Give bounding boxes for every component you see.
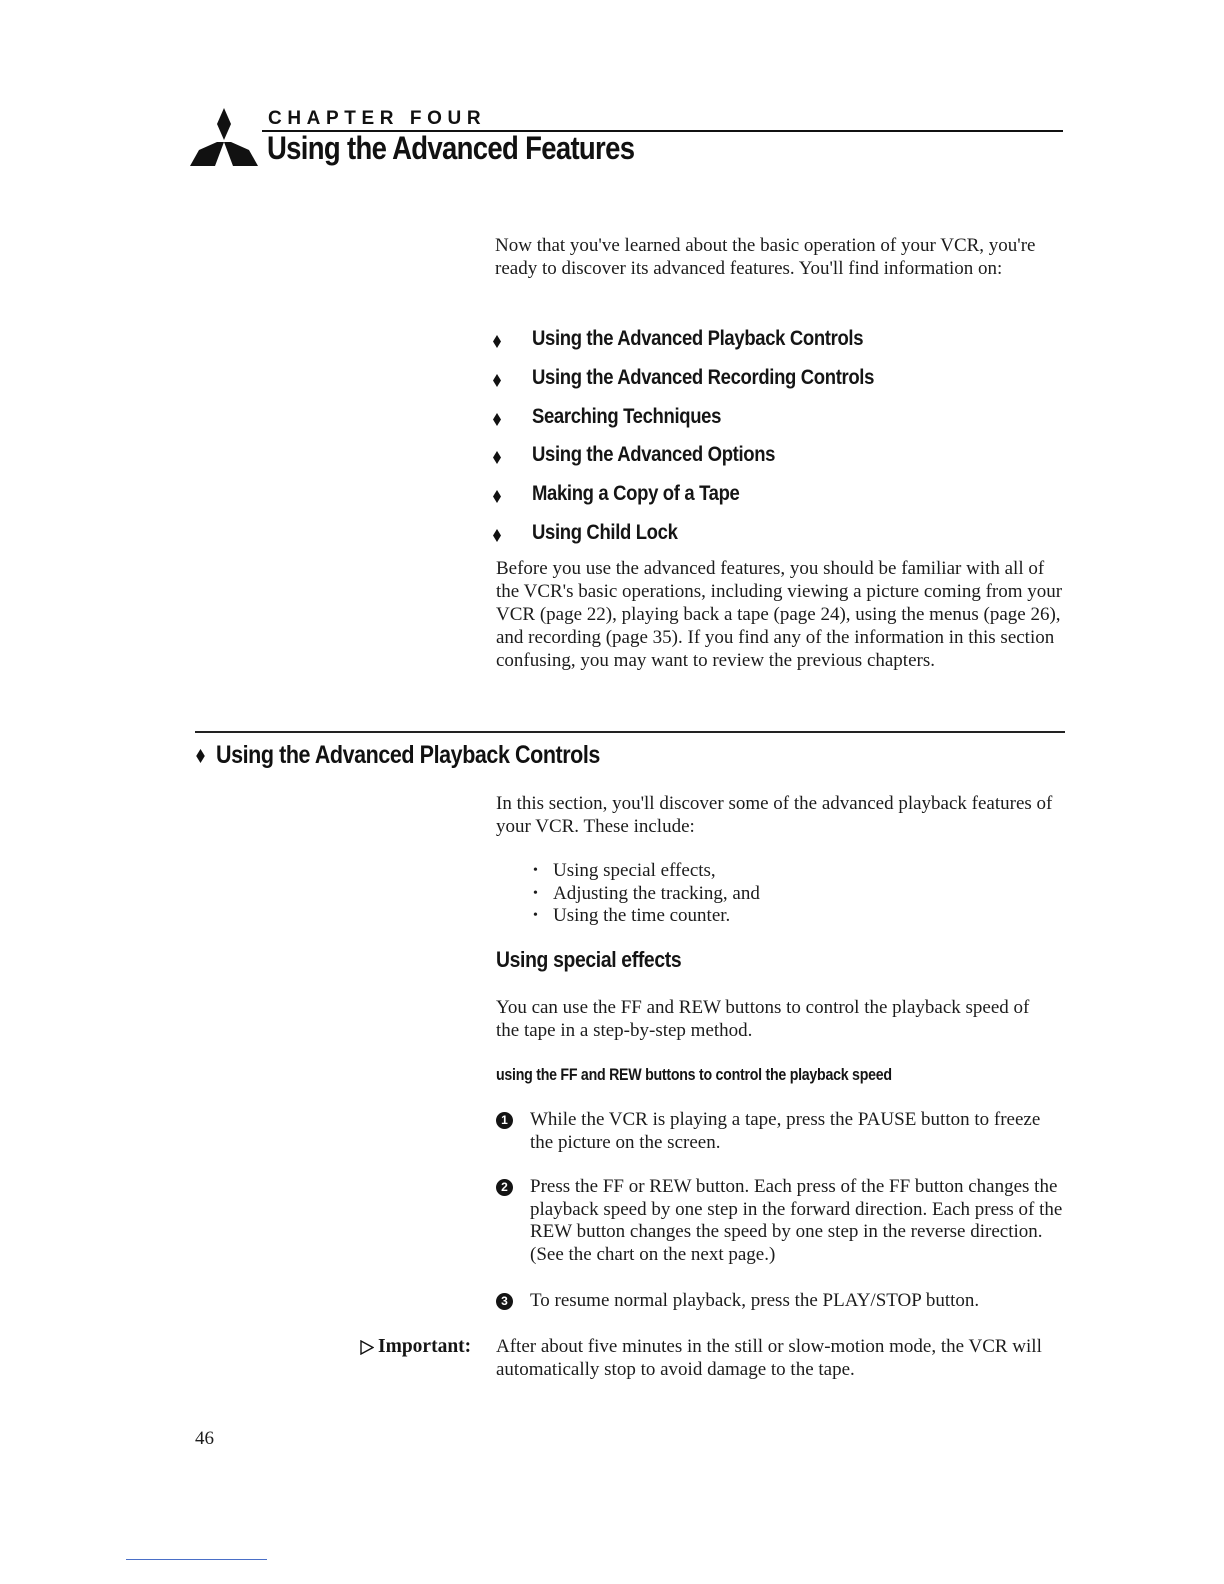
topic-text: Searching Techniques [532, 403, 722, 428]
step-text: While the VCR is playing a tape, press the PAUSE button to freeze the picture on the screen. [530, 1109, 1041, 1153]
section-heading-text: Using the Advanced Playback Controls [216, 741, 600, 769]
list-item-text: Using the time counter. [553, 905, 731, 926]
diamond-bullet-icon [493, 374, 501, 387]
diamond-bullet-icon [493, 451, 501, 464]
topic-item [490, 481, 930, 520]
bullet-dot-icon: • [533, 908, 538, 923]
intro-paragraph: Now that you've learned about the basic operation of your VCR, you're ready to discover its advanced features. You'll find information on: [495, 235, 1036, 279]
section-rule [195, 731, 1065, 733]
mitsubishi-diamond-logo-icon [190, 108, 258, 170]
important-label-text: Important: [378, 1336, 472, 1357]
step-number-badge: 2 [496, 1179, 513, 1196]
topic-item [490, 326, 930, 365]
topic-text: Using the Advanced Playback Controls [532, 326, 864, 350]
topic-item [490, 404, 930, 443]
ff-rew-paragraph: You can use the FF and REW buttons to control the playback speed of the tape in a step-by-step method. [496, 997, 1030, 1041]
procedure-title: using the FF and REW buttons to control the playback speed [496, 1066, 892, 1084]
prerequisite-paragraph: Before you use the advanced features, you should be familiar with all of the VCR's basic operations, including viewing a picture coming from your VCR (page 22), playing back a tape (page 24), using the menus (page 26), and recording (page 35). If you find any of the information in this section confusing, you may want to review the previous chapters. [496, 558, 1063, 671]
important-note: After about five minutes in the still or slow-motion mode, the VCR will automatically stop to avoid damage to the tape. [496, 1336, 1042, 1380]
diamond-bullet-icon [196, 749, 205, 763]
step-2 [496, 1176, 1066, 1266]
list-item-text: Using special effects, [553, 860, 716, 881]
section-intro-paragraph: In this section, you'll discover some of the advanced playback features of your VCR. These include: [496, 793, 1053, 837]
topic-text: Making a Copy of a Tape [532, 481, 740, 506]
important-label [360, 1336, 471, 1358]
bullet-dot-icon: • [533, 885, 538, 901]
step-3 [496, 1290, 1066, 1313]
step-text: Press the FF or REW button. Each press of the FF button changes the playback speed by one step in the forward direction. Each press of the REW button changes the speed by one step in the reverse direction. (See the chart on the next page.) [530, 1176, 1063, 1265]
topic-item [490, 365, 930, 404]
step-text: To resume normal playback, press the PLAY/STOP button. [530, 1290, 980, 1311]
topic-text: Using the Advanced Options [532, 442, 776, 467]
list-item-text: Adjusting the tracking, and [553, 882, 760, 904]
topic-item [490, 520, 930, 559]
page-number: 46 [195, 1428, 214, 1449]
topic-text: Using Child Lock [532, 519, 678, 544]
topic-list [490, 326, 930, 559]
list-item [533, 860, 760, 883]
list-item [533, 883, 760, 906]
step-number-badge: 1 [496, 1112, 513, 1129]
list-item [533, 905, 760, 928]
section-heading [196, 741, 662, 770]
diamond-bullet-icon [493, 413, 501, 426]
triangle-pointer-icon [360, 1340, 374, 1355]
feature-list [533, 860, 760, 928]
diamond-bullet-icon [493, 490, 501, 503]
bottom-rule [126, 1559, 267, 1560]
step-1 [496, 1109, 1066, 1154]
chapter-title: Using the Advanced Features [267, 130, 635, 166]
bullet-dot-icon: • [533, 863, 538, 878]
topic-item [490, 442, 930, 481]
subheading: Using special effects [496, 947, 682, 972]
diamond-bullet-icon [493, 335, 501, 348]
chapter-label: CHAPTER FOUR [268, 108, 487, 129]
step-number-badge: 3 [496, 1293, 513, 1310]
topic-text: Using the Advanced Recording Controls [532, 364, 875, 389]
diamond-bullet-icon [493, 529, 501, 542]
